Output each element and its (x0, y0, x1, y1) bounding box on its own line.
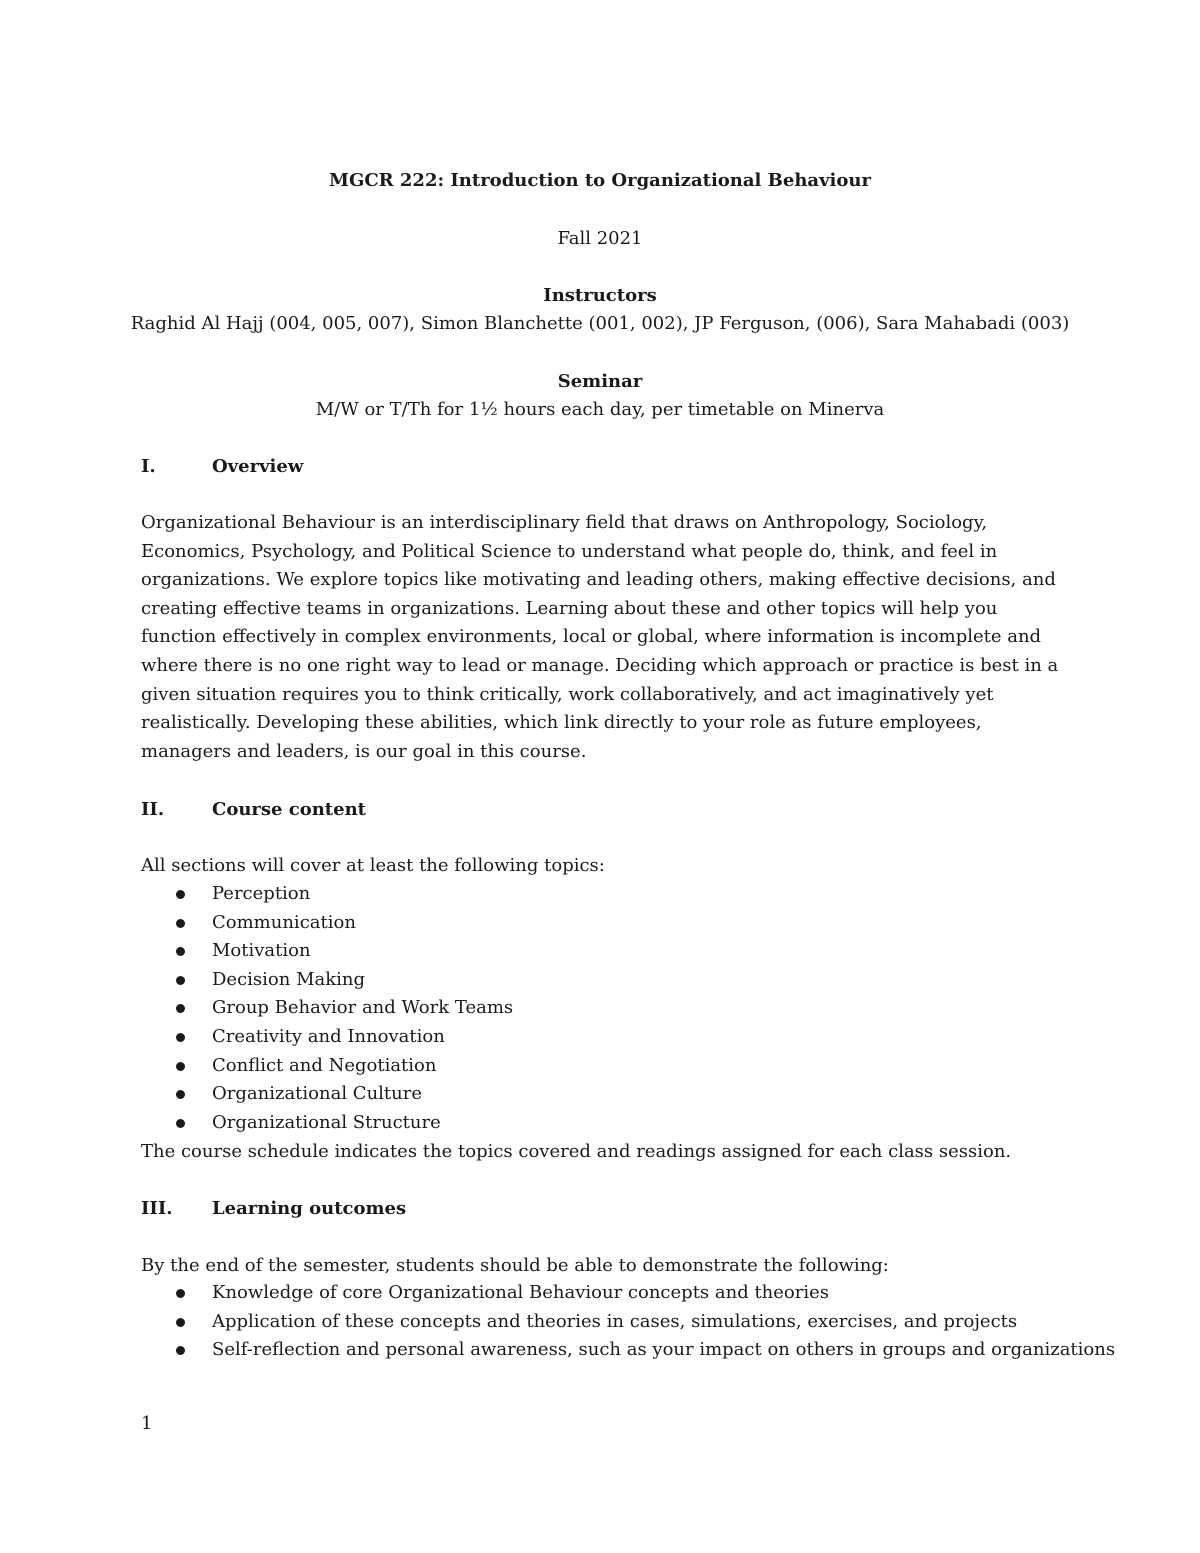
section-number: II. (141, 799, 165, 820)
list-item: Perception (172, 880, 513, 909)
term: Fall 2021 (557, 228, 643, 249)
overview-paragraph: Organizational Behaviour is an interdisciplinary field that draws on Anthropology, Sociology, Economics, Psychology, and Political Science to understand what people do, think, and feel in organizations. We explore topics like motivating and leading others, making effective decisions, and creating effective teams in organizations. Learning about these and other topics will help you function effectively in complex environments, local or global, where information is incomplete and where there is no one right way to lead or manage. Deciding which approach or practice is best in a given situation requires you to think critically, work collaboratively, and act imaginatively yet realistically. Developing these abilities, which link directly to your role as future employees, managers and leaders, is our goal in this course. (141, 512, 1059, 762)
topics-list (172, 880, 513, 1137)
section-number: III. (141, 1198, 173, 1219)
bullet-icon (176, 1033, 185, 1042)
section-course-content-heading (141, 799, 366, 820)
bullet-icon (176, 1346, 185, 1355)
section-overview-heading (141, 456, 303, 477)
bullet-icon (176, 1062, 185, 1071)
section-title: Overview (212, 456, 304, 477)
list-item: Application of these concepts and theories in cases, simulations, exercises, and projects (172, 1308, 1115, 1337)
section-title: Learning outcomes (212, 1198, 407, 1219)
section-title: Course content (212, 799, 366, 820)
list-item: Knowledge of core Organizational Behaviour concepts and theories (172, 1279, 1115, 1308)
bullet-icon (176, 919, 185, 928)
list-item: Motivation (172, 937, 513, 966)
bullet-icon (176, 1090, 185, 1099)
course-content-closing: The course schedule indicates the topics covered and readings assigned for each class session. (141, 1141, 1012, 1162)
course-content-intro: All sections will cover at least the following topics: (141, 855, 605, 876)
bullet-icon (176, 976, 185, 985)
section-learning-outcomes-heading (141, 1198, 406, 1219)
bullet-icon (176, 1289, 185, 1298)
list-item: Organizational Structure (172, 1109, 513, 1138)
list-item: Communication (172, 909, 513, 938)
instructors-heading: Instructors (543, 285, 657, 306)
bullet-icon (176, 1119, 185, 1128)
list-item: Self-reflection and personal awareness, such as your impact on others in groups and organizations (172, 1336, 1115, 1365)
seminar-heading: Seminar (557, 371, 643, 392)
list-item: Decision Making (172, 966, 513, 995)
list-item: Creativity and Innovation (172, 1023, 513, 1052)
list-item: Group Behavior and Work Teams (172, 994, 513, 1023)
list-item: Organizational Culture (172, 1080, 513, 1109)
page-number: 1 (141, 1413, 153, 1434)
bullet-icon (176, 1318, 185, 1327)
instructors-list: Raghid Al Hajj (004, 005, 007), Simon Blanchette (001, 002), JP Ferguson, (006), Sara Mahabadi (003) (130, 313, 1070, 334)
learning-outcomes-intro: By the end of the semester, students should be able to demonstrate the following: (141, 1255, 889, 1276)
list-item: Conflict and Negotiation (172, 1052, 513, 1081)
bullet-icon (176, 890, 185, 899)
seminar-schedule: M/W or T/Th for 1½ hours each day, per timetable on Minerva (315, 399, 885, 420)
course-title: MGCR 222: Introduction to Organizational Behaviour (329, 170, 871, 191)
outcomes-list (172, 1279, 1115, 1365)
bullet-icon (176, 1004, 185, 1013)
section-number: I. (141, 456, 156, 477)
bullet-icon (176, 947, 185, 956)
